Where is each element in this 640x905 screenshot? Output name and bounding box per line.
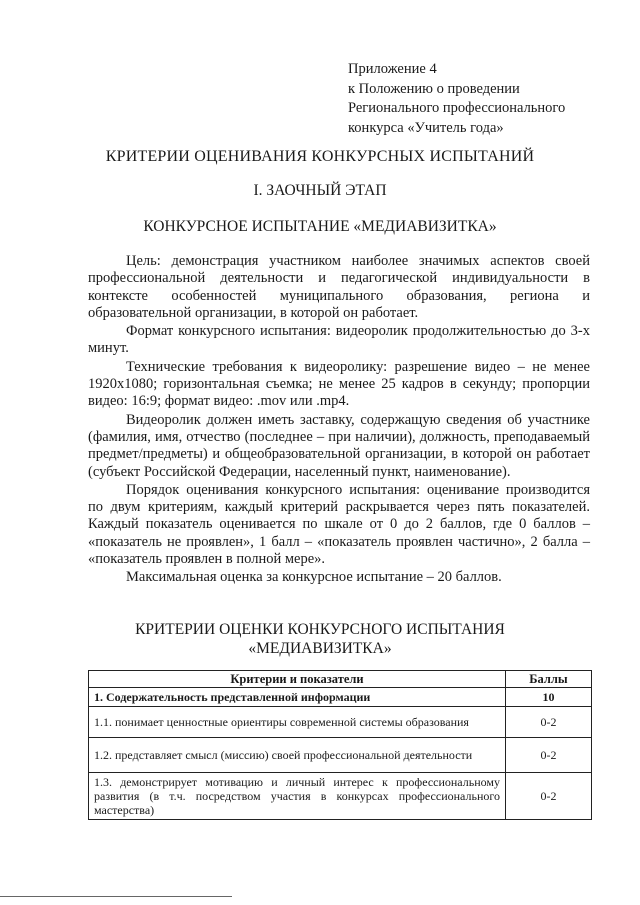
table-row xyxy=(89,707,592,738)
table-header-row xyxy=(89,671,592,688)
stage-heading: I. ЗАОЧНЫЙ ЭТАП xyxy=(253,182,387,199)
criteria-heading-line-2: «МЕДИАВИЗИТКА» xyxy=(248,640,392,657)
format-paragraph: Формат конкурсного испытания: видеоролик продолжительностью до 3-х минут. xyxy=(88,323,590,357)
annex-line-4: конкурса «Учитель года» xyxy=(348,119,504,136)
annex-line-2: к Положению о проведении xyxy=(348,80,520,97)
header-criteria: Критерии и показатели xyxy=(89,671,506,688)
criteria-heading-line-1: КРИТЕРИИ ОЦЕНКИ КОНКУРСНОГО ИСПЫТАНИЯ xyxy=(135,621,505,638)
annex-line-1: Приложение 4 xyxy=(348,61,437,77)
indicator-text: 1.3. демонстрирует мотивацию и личный интерес к профессиональному развития (в т.ч. посредством участия в конкурсах профессионального мастерства) xyxy=(89,773,506,820)
section-row xyxy=(89,688,592,707)
section-points: 10 xyxy=(506,688,592,707)
criteria-heading xyxy=(0,620,640,658)
body-text xyxy=(88,253,590,587)
annex-line-3: Регионального профессионального xyxy=(348,100,566,116)
indicator-points: 0-2 xyxy=(506,707,592,738)
indicator-points: 0-2 xyxy=(506,738,592,773)
test-heading: КОНКУРСНОЕ ИСПЫТАНИЕ «МЕДИАВИЗИТКА» xyxy=(143,218,497,235)
section-title: 1. Содержательность представленной информации xyxy=(89,688,506,707)
max-score-paragraph: Максимальная оценка за конкурсное испытание – 20 баллов. xyxy=(126,569,502,586)
indicator-points: 0-2 xyxy=(506,773,592,820)
table-row xyxy=(89,773,592,820)
evaluation-order-paragraph: Порядок оценивания конкурсного испытания: оценивание производится по двум критериям, каждый критерий раскрывается через пять показателей. Каждый показатель оценивается по шкале от 0 до 2 баллов, где 0 баллов – «показатель не проявлен», 1 балл – «показатель проявлен частично», 2 балла – «показатель проявлен в полной мере». xyxy=(88,481,590,568)
table-row xyxy=(89,738,592,773)
annex-block xyxy=(348,60,565,138)
page-bottom-rule xyxy=(0,896,232,897)
header-points: Баллы xyxy=(506,671,592,688)
indicator-text: 1.1. понимает ценностные ориентиры современной системы образования xyxy=(89,707,506,738)
goal-paragraph: Цель: демонстрация участником наиболее значимых аспектов своей профессиональной деятельности и педагогической индивидуальности в контексте особенностей муниципального образования, региона и образовательной организации, в которой он работает. xyxy=(88,253,590,321)
main-heading: КРИТЕРИИ ОЦЕНИВАНИЯ КОНКУРСНЫХ ИСПЫТАНИЙ xyxy=(105,148,535,165)
intro-paragraph: Видеоролик должен иметь заставку, содержащую сведения об участнике (фамилия, имя, отчество (последнее – при наличии), должность, преподаваемый предмет/предметы) и общеобразовательной организации, в которой он работает (субъект Российской Федерации, населенный пункт, наименование). xyxy=(88,411,590,480)
criteria-table xyxy=(88,670,592,820)
indicator-text: 1.2. представляет смысл (миссию) своей профессиональной деятельности xyxy=(89,738,506,773)
tech-requirements-paragraph: Технические требования к видеоролику: разрешение видео – не менее 1920x1080; горизонтальная съемка; не менее 25 кадров в секунду; пропорции видео: 16:9; формат видео: .mov или .mp4. xyxy=(88,358,590,410)
